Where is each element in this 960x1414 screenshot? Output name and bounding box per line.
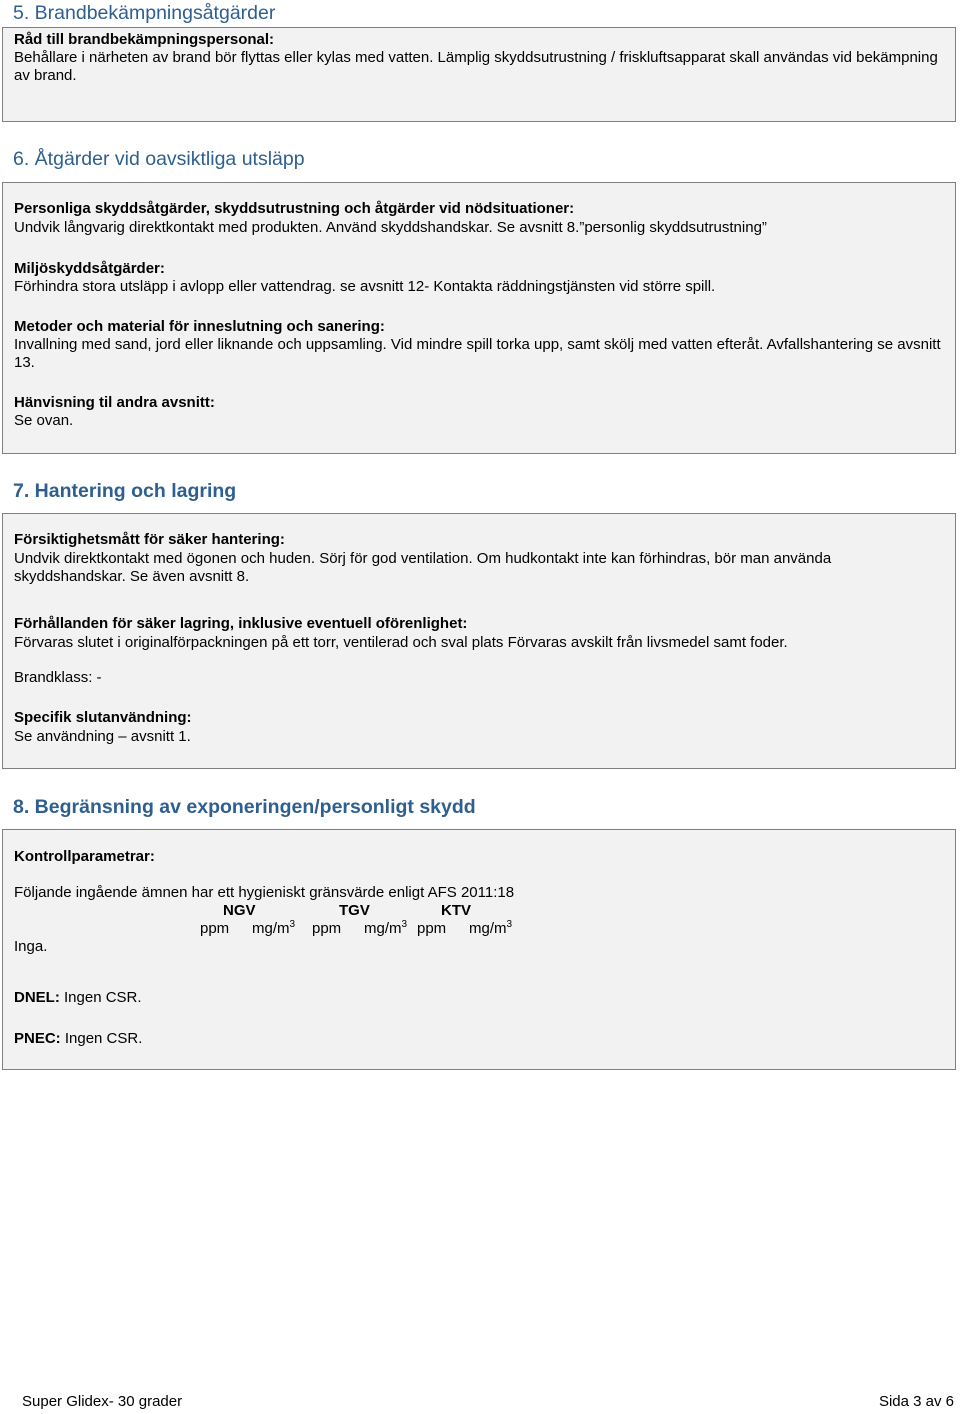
- section-6-text-environment: Förhindra stora utsläpp i avlopp eller vattendrag. se avsnitt 12- Kontakta räddningstjänsten vid större spill.: [14, 278, 716, 295]
- section-6-sub-reference: Hänvisning til andra avsnitt:: [14, 394, 215, 411]
- section-7-fire-class: Brandklass: -: [14, 669, 102, 686]
- footer-product: Super Glidex- 30 grader: [22, 1393, 183, 1410]
- section-7-heading: 7. Hantering och lagring: [13, 480, 237, 502]
- section-6-text-methods: Invallning med sand, jord eller liknande och uppsamling. Vid mindre spill torka upp, samt skölj med vatten efteråt. Avfallshantering se avsnitt 13.: [14, 336, 941, 371]
- section-8-sub-control: Kontrollparametrar:: [14, 848, 155, 865]
- unit-ppm-ktv: ppm: [417, 920, 447, 937]
- limit-row-label: Inga.: [14, 938, 48, 955]
- unit-ppm-ngv: ppm: [200, 920, 230, 937]
- section-8-box: [2, 829, 956, 1070]
- section-6-text-reference: Se ovan.: [14, 412, 74, 429]
- section-6-heading: 6. Åtgärder vid oavsiktliga utsläpp: [13, 148, 305, 170]
- pnec-value: Ingen CSR.: [60, 1030, 143, 1047]
- dnel-line: [14, 989, 947, 1007]
- section-5-text: Behållare i närheten av brand bör flyttas eller kylas med vatten. Lämplig skyddsutrustning / friskluftsapparat skall användas vid bekämpning av brand.: [14, 49, 938, 84]
- limit-col-ngv: NGV: [223, 902, 256, 919]
- pnec-label: PNEC:: [14, 1030, 61, 1047]
- section-7-box: [2, 513, 956, 769]
- section-5-subheading: Råd till brandbekämpningspersonal:: [14, 31, 275, 48]
- unit-mg-ktv: $mg/m^3$: [469, 919, 513, 937]
- limit-col-ktv: KTV: [441, 902, 471, 919]
- dnel-value: Ingen CSR.: [59, 989, 142, 1006]
- section-6-sub-personal: Personliga skyddsåtgärder, skyddsutrustning och åtgärder vid nödsituationer:: [14, 200, 575, 217]
- pnec-line: [14, 1030, 947, 1048]
- section-7-text-storage: Förvaras slutet i originalförpackningen på ett torr, ventilerad och sval plats Förvaras avskilt från livsmedel samt foder.: [14, 634, 788, 651]
- unit-mg-tgv: $mg/m^3$: [364, 919, 408, 937]
- unit-mg-ngv: $mg/m^3$: [252, 919, 296, 937]
- section-5-box: [2, 27, 956, 122]
- section-7-text-enduse: Se användning – avsnitt 1.: [14, 728, 191, 745]
- section-7-text-handling: Undvik direktkontakt med ögonen och huden. Sörj för god ventilation. Om hudkontakt inte kan förhindras, bör man använda skyddshandskar. Se även avsnitt 8.: [14, 550, 832, 585]
- section-7-sub-storage: Förhållanden för säker lagring, inklusive eventuell oförenlighet:: [14, 615, 468, 632]
- section-6-text-personal: Undvik långvarig direktkontakt med produkten. Använd skyddshandskar. Se avsnitt 8.”personlig skyddsutrustning”: [14, 219, 767, 236]
- section-6-box: [2, 182, 956, 454]
- footer-page-number: Sida 3 av 6: [878, 1393, 954, 1410]
- section-8-heading: 8. Begränsning av exponeringen/personligt skydd: [13, 796, 476, 818]
- section-7-sub-enduse: Specifik slutanvändning:: [14, 709, 192, 726]
- unit-ppm-tgv: ppm: [312, 920, 342, 937]
- limit-col-tgv: TGV: [339, 902, 370, 919]
- dnel-label: DNEL:: [14, 989, 60, 1006]
- section-8-text-limit: Följande ingående ämnen har ett hygieniskt gränsvärde enligt AFS 2011:18: [14, 884, 515, 901]
- section-6-sub-methods: Metoder och material för inneslutning och sanering:: [14, 318, 385, 335]
- section-7-sub-handling: Försiktighetsmått för säker hantering:: [14, 531, 285, 548]
- section-6-sub-environment: Miljöskyddsåtgärder:: [14, 260, 165, 277]
- section-5-heading: 5. Brandbekämpningsåtgärder: [13, 2, 276, 24]
